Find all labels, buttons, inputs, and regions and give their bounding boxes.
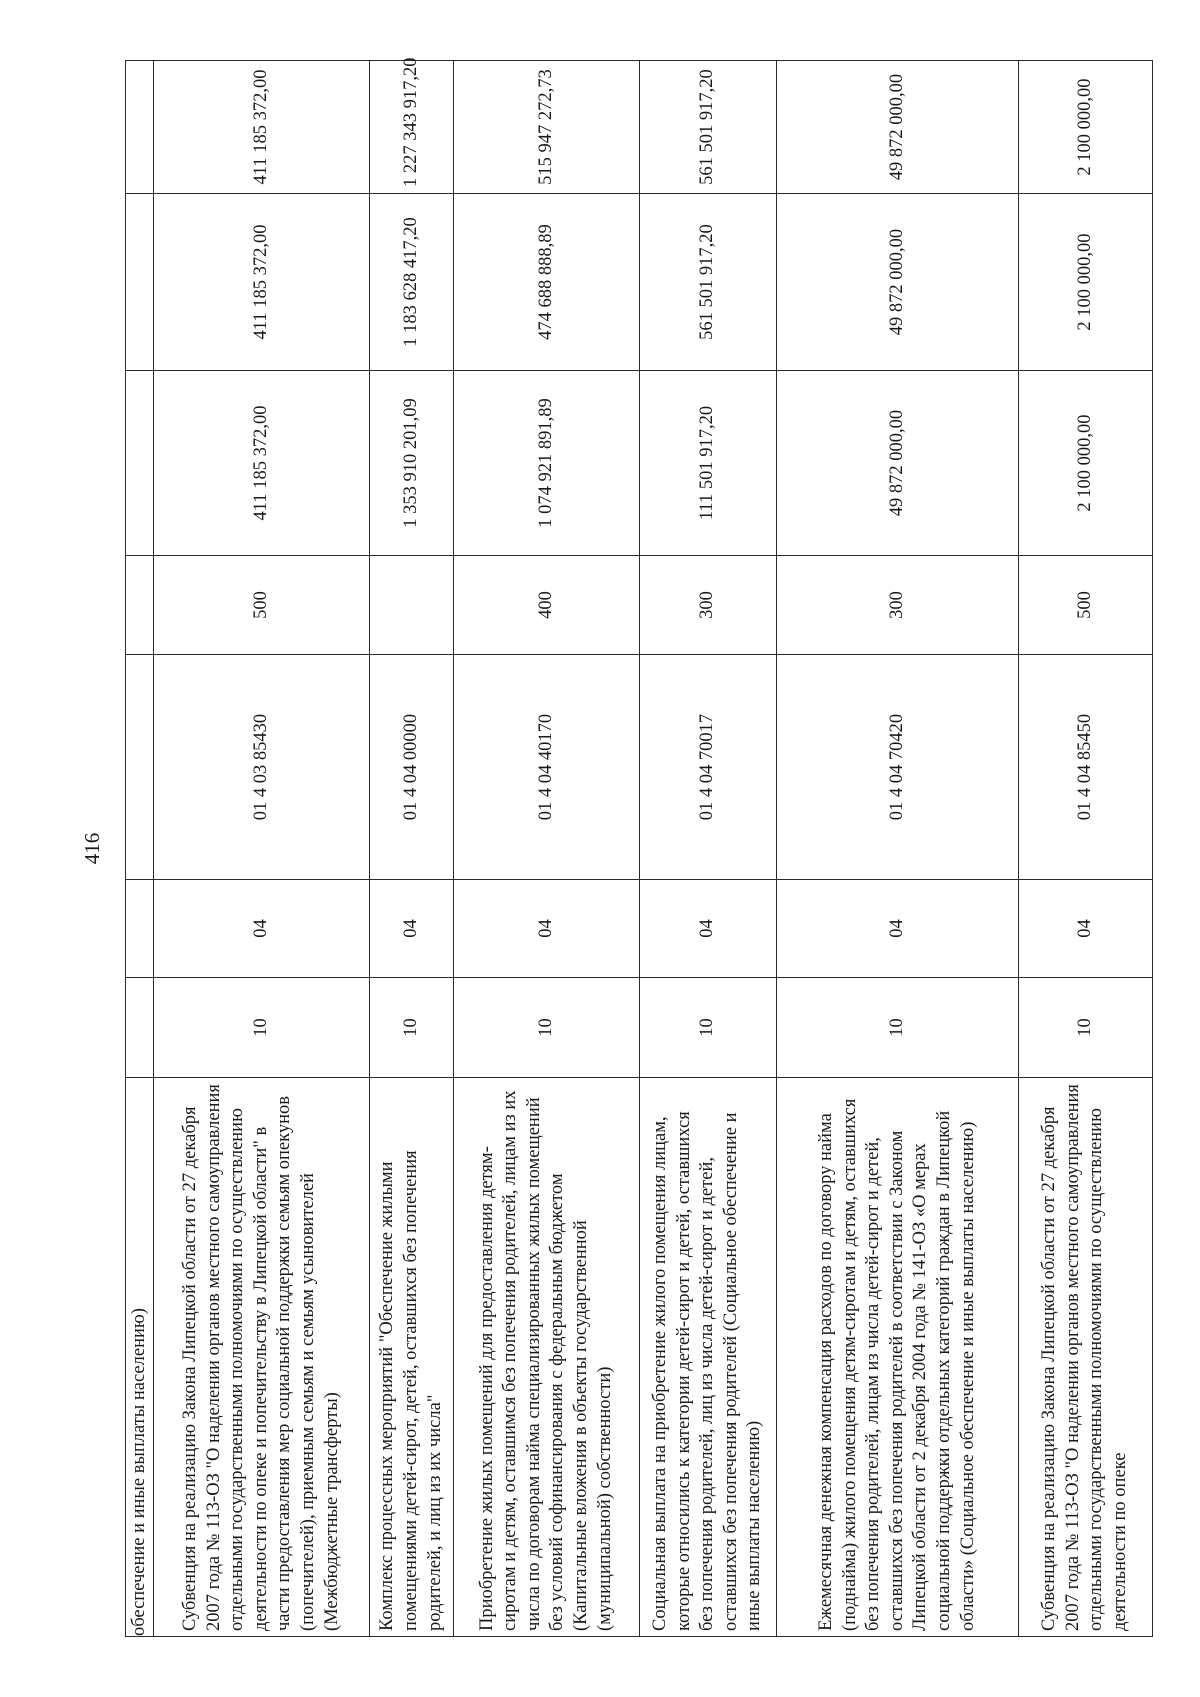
cell-subsection: 04	[153, 880, 369, 978]
cell-empty	[126, 978, 154, 1078]
table-row	[153, 61, 369, 1637]
cell-empty	[126, 655, 154, 880]
cell-subsection: 04	[639, 880, 777, 978]
cell-empty	[126, 61, 154, 194]
cell-description: Социальная выплата на приобретение жилого помещения лицам, которые относились к категории детей-сирот и детей, оставшихся без попечения родителей, лиц из числа детей-сирот и детей, оставшихся без попечения родителей (Социальное обеспечение и иные выплаты населению)	[639, 1078, 777, 1637]
cell-target-article: 01 4 04 70017	[639, 655, 777, 880]
cell-sum-year3: 49 872 000,00	[777, 61, 1018, 194]
cell-section: 10	[639, 978, 777, 1078]
cell-sum-year2: 1 183 628 417,20	[370, 194, 454, 371]
cell-sum-year3: 515 947 272,73	[454, 61, 640, 194]
cell-empty	[126, 371, 154, 556]
page-number: 416	[80, 832, 104, 865]
cell-section: 10	[777, 978, 1018, 1078]
budget-table	[125, 57, 1153, 1637]
cell-empty	[126, 880, 154, 978]
cell-section: 10	[370, 978, 454, 1078]
cell-description: Ежемесячная денежная компенсация расходов по договору найма (поднайма) жилого помещения детям-сиротам и детям, оставшихся без попечения родителей, лицам из числа детей-сирот и детей, оставшихся без попечения родителей в соответствии с Законом Липецкой области от 2 декабря 2004 года № 141-ОЗ «О мерах социальной поддержки отдельных категорий граждан в Липецкой области» (Социальное обеспечение и иные выплаты населению)	[777, 1078, 1018, 1637]
cell-sum-year1: 49 872 000,00	[777, 371, 1018, 556]
cell-subsection: 04	[777, 880, 1018, 978]
cell-sum-year2: 561 501 917,20	[639, 194, 777, 371]
cell-expense-type: 400	[454, 556, 640, 655]
cell-sum-year3: 2 100 000,00	[1018, 61, 1152, 194]
cell-empty	[126, 194, 154, 371]
cell-sum-year1: 411 185 372,00	[153, 371, 369, 556]
cell-section: 10	[1018, 978, 1152, 1078]
cell-expense-type: 500	[1018, 556, 1152, 655]
cell-sum-year3: 411 185 372,00	[153, 61, 369, 194]
table-row	[639, 61, 777, 1637]
cell-description: Субвенция на реализацию Закона Липецкой области от 27 декабря 2007 года № 113-ОЗ "О наделении органов местного самоуправления отдельными государственными полномочиями по осуществлению деятельности по опеке и попечительству в Липецкой области" в части предоставления мер социальной поддержки семьям опекунов (попечителей), приемным семьям и семьям усыновителей (Межбюджетные трансферты)	[153, 1078, 369, 1637]
cell-subsection: 04	[454, 880, 640, 978]
cell-target-article: 01 4 04 00000	[370, 655, 454, 880]
table-row	[126, 61, 154, 1637]
cell-expense-type: 500	[153, 556, 369, 655]
table-row	[370, 61, 454, 1637]
cell-expense-type: 300	[639, 556, 777, 655]
cell-sum-year2: 49 872 000,00	[777, 194, 1018, 371]
cell-sum-year2: 411 185 372,00	[153, 194, 369, 371]
cell-sum-year2: 474 688 888,89	[454, 194, 640, 371]
cell-sum-year1: 1 074 921 891,89	[454, 371, 640, 556]
cell-target-article: 01 4 03 85430	[153, 655, 369, 880]
cell-sum-year1: 1 353 910 201,09	[370, 371, 454, 556]
cell-sum-year3: 1 227 343 917,20	[370, 61, 454, 194]
cell-target-article: 01 4 04 70420	[777, 655, 1018, 880]
cell-sum-year1: 111 501 917,20	[639, 371, 777, 556]
cell-subsection: 04	[370, 880, 454, 978]
table-row	[454, 61, 640, 1637]
cell-section: 10	[153, 978, 369, 1078]
cell-description: Комплекс процессных мероприятий "Обеспечение жилыми помещениями детей-сирот, детей, оставшихся без попечения родителей, и лиц из их числа"	[370, 1078, 454, 1637]
cell-subsection: 04	[1018, 880, 1152, 978]
cell-sum-year2: 2 100 000,00	[1018, 194, 1152, 371]
cell-sum-year1: 2 100 000,00	[1018, 371, 1152, 556]
table-row	[777, 61, 1018, 1637]
cell-sum-year3: 561 501 917,20	[639, 61, 777, 194]
cell-empty	[126, 556, 154, 655]
table-row	[1018, 61, 1152, 1637]
cell-section: 10	[454, 978, 640, 1078]
cell-target-article: 01 4 04 85450	[1018, 655, 1152, 880]
cell-description: Субвенция на реализацию Закона Липецкой области от 27 декабря 2007 года № 113-ОЗ "О наделении органов местного самоуправления отдельными государственными полномочиями по осуществлению деятельности по опеке	[1018, 1078, 1152, 1637]
cell-description: Приобретение жилых помещений для предоставления детям-сиротам и детям, оставшимся без попечения родителей, лицам из их числа по договорам найма специализированных жилых помещений без условий софинансирования с федеральным бюджетом (Капитальные вложения в объекты государственной (муниципальной) собственности)	[454, 1078, 640, 1637]
cell-expense-type	[370, 556, 454, 655]
cell-expense-type: 300	[777, 556, 1018, 655]
cell-description: обеспечение и иные выплаты населению)	[126, 1078, 154, 1637]
cell-target-article: 01 4 04 40170	[454, 655, 640, 880]
